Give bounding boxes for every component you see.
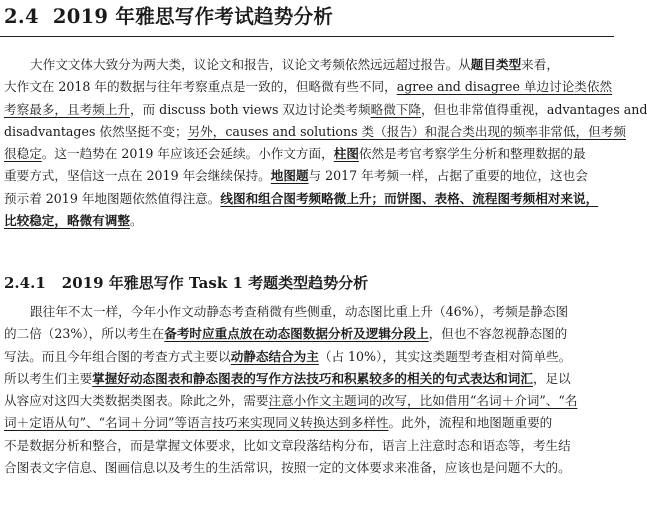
section-title: 2019 年雅思写作考试趋势分析	[52, 5, 334, 28]
emphasis-text: 动静态结合为主	[230, 348, 319, 364]
paragraph-overview	[4, 54, 647, 232]
subsection-title: 2019 年雅思写作 Task 1 考题类型趋势分析	[61, 274, 369, 292]
underlined-text: agree and disagree 单边讨论类依然	[396, 79, 613, 95]
underlined-text: 注意小作文主题词的改写，比如借用“名词＋介词”、“名	[268, 393, 578, 409]
emphasis-text: 柱图	[333, 146, 359, 162]
underlined-text: 很稳定	[4, 146, 42, 162]
paragraph-line: 写法。而且今年组合图的考查方式主要以动静态结合为主（占 10%），其实这类题型考查相对简单些。	[4, 348, 572, 364]
subsection-number: 2.4.1	[4, 274, 46, 292]
paragraph-line: 比较稳定，略微有调整。	[4, 213, 143, 229]
emphasis-text: 比较稳定，略微有调整	[4, 213, 130, 229]
underlined-text: 词＋定语从句”、“名词＋分词”等语言技巧来实现同义转换达到多样性	[4, 415, 389, 431]
emphasis-text: 地图题	[270, 168, 309, 184]
underlined-text: 略微下降	[370, 101, 421, 117]
underlined-text: 考察最多，且考频上升	[4, 101, 130, 117]
underlined-text: 另外，causes and solutions 类（报告）和混合类出现的频率非常低，但考频	[187, 123, 626, 139]
paragraph-line: 跟往年不太一样，今年小作文动静态考查稍微有些侧重，动态图比重上升（46%），考频是静态图	[30, 304, 569, 319]
paragraph-task1	[4, 301, 610, 479]
paragraph-line: 不是数据分析和整合，而是掌握文体要求，比如文章段落结构分布，语言上注意时态和语态等，考生结	[4, 437, 571, 453]
section-heading	[4, 2, 333, 32]
paragraph-line: 大作文在 2018 年的数据与往年考察重点是一致的，但略微有些不同，agree and disagree 单边讨论类依然	[4, 79, 613, 95]
paragraph-line: 预示着 2019 年地图题依然值得注意。线图和组合图考频略微上升；而饼图、表格、流程图考频相对来说，	[4, 190, 599, 206]
paragraph-line: 词＋定语从句”、“名词＋分词”等语言技巧来实现同义转换达到多样性。此外，流程和地图题重要的	[4, 415, 553, 431]
paragraph-line: 合图表文字信息、图画信息以及考生的生活常识，按照一定的文体要求来准备，应该也是问题不大的。	[4, 460, 571, 476]
emphasis-text: 掌握好动态图表和静态图表的写作方法技巧和积累较多的相关的句式表达和词汇	[92, 370, 533, 386]
paragraph-line: 的二倍（23%），所以考生在备考时应重点放在动态图数据分析及逻辑分段上，但也不容忽视静态图的	[4, 326, 568, 342]
paragraph-line: 考察最多，且考频上升，而 discuss both views 双边讨论类考频略微下降，但也非常值得重视，advantages and	[4, 101, 647, 117]
subsection-heading	[4, 271, 368, 295]
paragraph-line: 大作文文体大致分为两大类，议论文和报告，议论文考频依然远远超过报告。从题目类型来看，	[30, 57, 559, 72]
emphasis-text: 题目类型	[470, 57, 522, 72]
paragraph-line: 很稳定。这一趋势在 2019 年应该还会延续。小作文方面，柱图依然是考官考察学生分析和整理数据的最	[4, 146, 586, 162]
emphasis-text: 线图和组合图考频略微上升；而饼图、表格、流程图考频相对来说，	[220, 190, 599, 206]
paragraph-line: 从容应对这四大类数据类图表。除此之外，需要注意小作文主题词的改写，比如借用“名词＋介词”、“名	[4, 393, 578, 409]
paragraph-line: 所以考生们主要掌握好动态图表和静态图表的写作方法技巧和积累较多的相关的句式表达和词汇，足以	[4, 370, 571, 386]
section-number: 2.4	[4, 5, 39, 28]
paragraph-line: disadvantages 依然坚挺不变；另外，causes and solutions 类（报告）和混合类出现的频率非常低，但考频	[4, 123, 626, 139]
heading-divider	[0, 36, 614, 37]
emphasis-text: 备考时应重点放在动态图数据分析及逻辑分段上	[164, 326, 429, 342]
paragraph-line: 重要方式，坚信这一点在 2019 年会继续保持。地图题与 2017 年考频一样，占据了重要的地位，这也会	[4, 168, 588, 184]
